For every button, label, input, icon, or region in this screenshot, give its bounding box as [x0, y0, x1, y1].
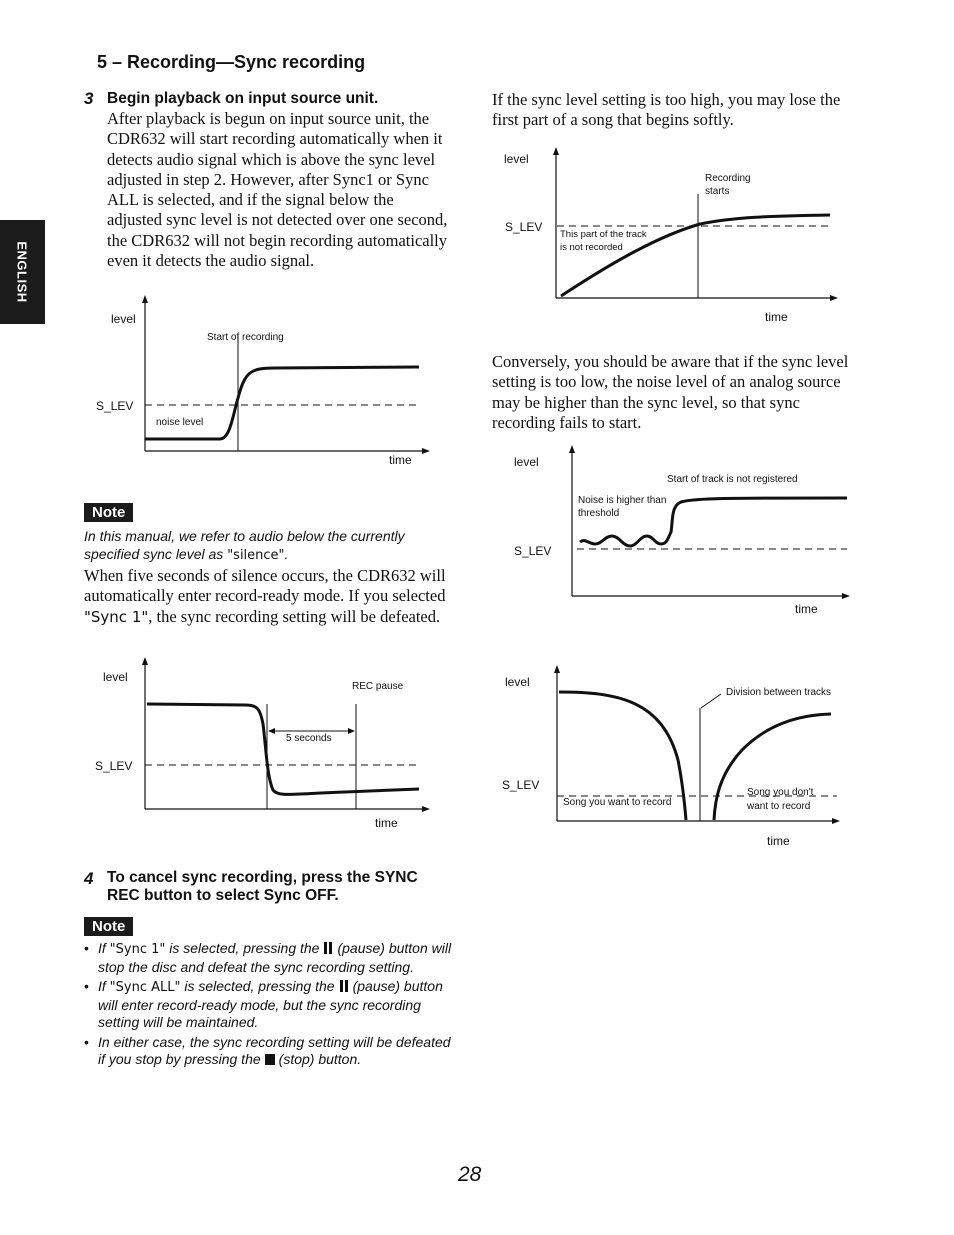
svg-text:time: time [795, 602, 818, 616]
annotation-noise: noise level [156, 417, 204, 428]
diagram-sync-start [85, 290, 430, 470]
svg-text:time: time [765, 310, 788, 324]
note-1-text: In this manual, we refer to audio below the currently specified sync level as "silence". [84, 528, 405, 563]
svg-text:want to record: want to record [747, 801, 811, 812]
note-2-list [84, 940, 452, 1069]
paragraph-too-high: If the sync level setting is too high, you may lose the first part of a song that begins softly. [492, 90, 841, 130]
step-3-body: After playback is begun on input source unit, the CDR632 will start recording automatically when it detects audio signal which is above the sync level adjusted in step 2. However, after Sync1 or Sync ALL is selected, and if the signal below the adjusted sync level is not detected over one second, the CDR632 will not begin recording automatically even it detects the audio signal. [107, 109, 448, 271]
svg-text:Noise is higher than: Noise is higher than [578, 495, 667, 506]
svg-text:This part of the track: This part of the track [560, 229, 647, 240]
y-label: level [111, 312, 136, 326]
svg-text:level: level [505, 675, 530, 689]
signal-curve [145, 367, 419, 439]
svg-text:starts: starts [705, 186, 730, 197]
pause-icon [339, 980, 349, 992]
page-number: 28 [458, 1163, 482, 1186]
svg-text:S_LEV: S_LEV [502, 778, 540, 792]
list-item: • If "Sync 1" is selected, pressing the (pause) button will stop the disc and defeat the sync recording setting. [84, 940, 452, 976]
svg-text:time: time [767, 834, 790, 848]
silence-paragraph: When five seconds of silence occurs, the CDR632 will automatically enter record-ready mode. If you selected "Sync 1", the sync recording setting will be defeated. [84, 566, 446, 626]
diagram-rec-pause [85, 652, 430, 837]
step-3 [84, 89, 449, 271]
svg-text:level: level [504, 152, 529, 166]
x-label: time [389, 453, 412, 467]
pause-icon [323, 942, 333, 954]
step-3-heading: Begin playback on input source unit. [107, 90, 379, 107]
svg-text:S_LEV: S_LEV [95, 759, 133, 773]
svg-text:is not recorded: is not recorded [560, 242, 623, 253]
diagram-track-division [497, 660, 849, 850]
svg-text:Song you want to record: Song you want to record [563, 797, 672, 808]
svg-text:time: time [375, 816, 398, 830]
svg-text:level: level [103, 670, 128, 684]
list-item: • In either case, the sync recording setting will be defeated if you stop by pressing the (stop) button. [84, 1034, 452, 1069]
diagram-level-too-high [495, 142, 845, 327]
diagram-level-too-low [505, 440, 857, 620]
svg-text:Recording: Recording [705, 173, 751, 184]
language-tab-label: ENGLISH [14, 241, 30, 303]
paragraph-too-low: Conversely, you should be aware that if the sync level setting is too low, the noise level of an analog source may be higher than the sync level, so that sync recording fails to start. [492, 352, 849, 432]
annotation-start: Start of recording [207, 332, 284, 343]
svg-text:S_LEV: S_LEV [505, 220, 543, 234]
step-3-number: 3 [84, 89, 94, 108]
section-title: 5 – Recording—Sync recording [97, 52, 366, 72]
note-badge: Note [84, 503, 133, 522]
language-tab [0, 220, 45, 324]
threshold-label: S_LEV [96, 399, 134, 413]
step-4: 4 To cancel sync recording, press the SYNC REC button to select Sync OFF. [84, 869, 449, 905]
stop-icon [265, 1054, 275, 1065]
note-2: Note • If "Sync 1" is selected, pressing the (pause) button will stop the disc and defeat the sync recording setting. • If "Sync ALL" is selected, pressing the (pause) button will enter record-ready mode, but the sync recording setting will be maintained. • In either case, the sync recording setting will be defeated if you stop by pressing the (stop) button. [84, 917, 452, 1071]
step-4-heading: To cancel sync recording, press the SYNC REC button to select Sync OFF. [107, 869, 418, 904]
note-1 [84, 503, 449, 564]
svg-text:Start of track is not register: Start of track is not registered [667, 474, 798, 485]
svg-text:level: level [514, 455, 539, 469]
svg-text:Division between tracks: Division between tracks [726, 687, 832, 698]
svg-text:REC pause: REC pause [352, 681, 404, 692]
list-item: • If "Sync ALL" is selected, pressing the (pause) button will enter record-ready mode, but the sync recording setting will be maintained. [84, 978, 452, 1032]
svg-text:threshold: threshold [578, 508, 620, 519]
svg-text:5 seconds: 5 seconds [286, 733, 332, 744]
svg-text:Song you don't: Song you don't [747, 787, 814, 798]
svg-text:S_LEV: S_LEV [514, 544, 552, 558]
